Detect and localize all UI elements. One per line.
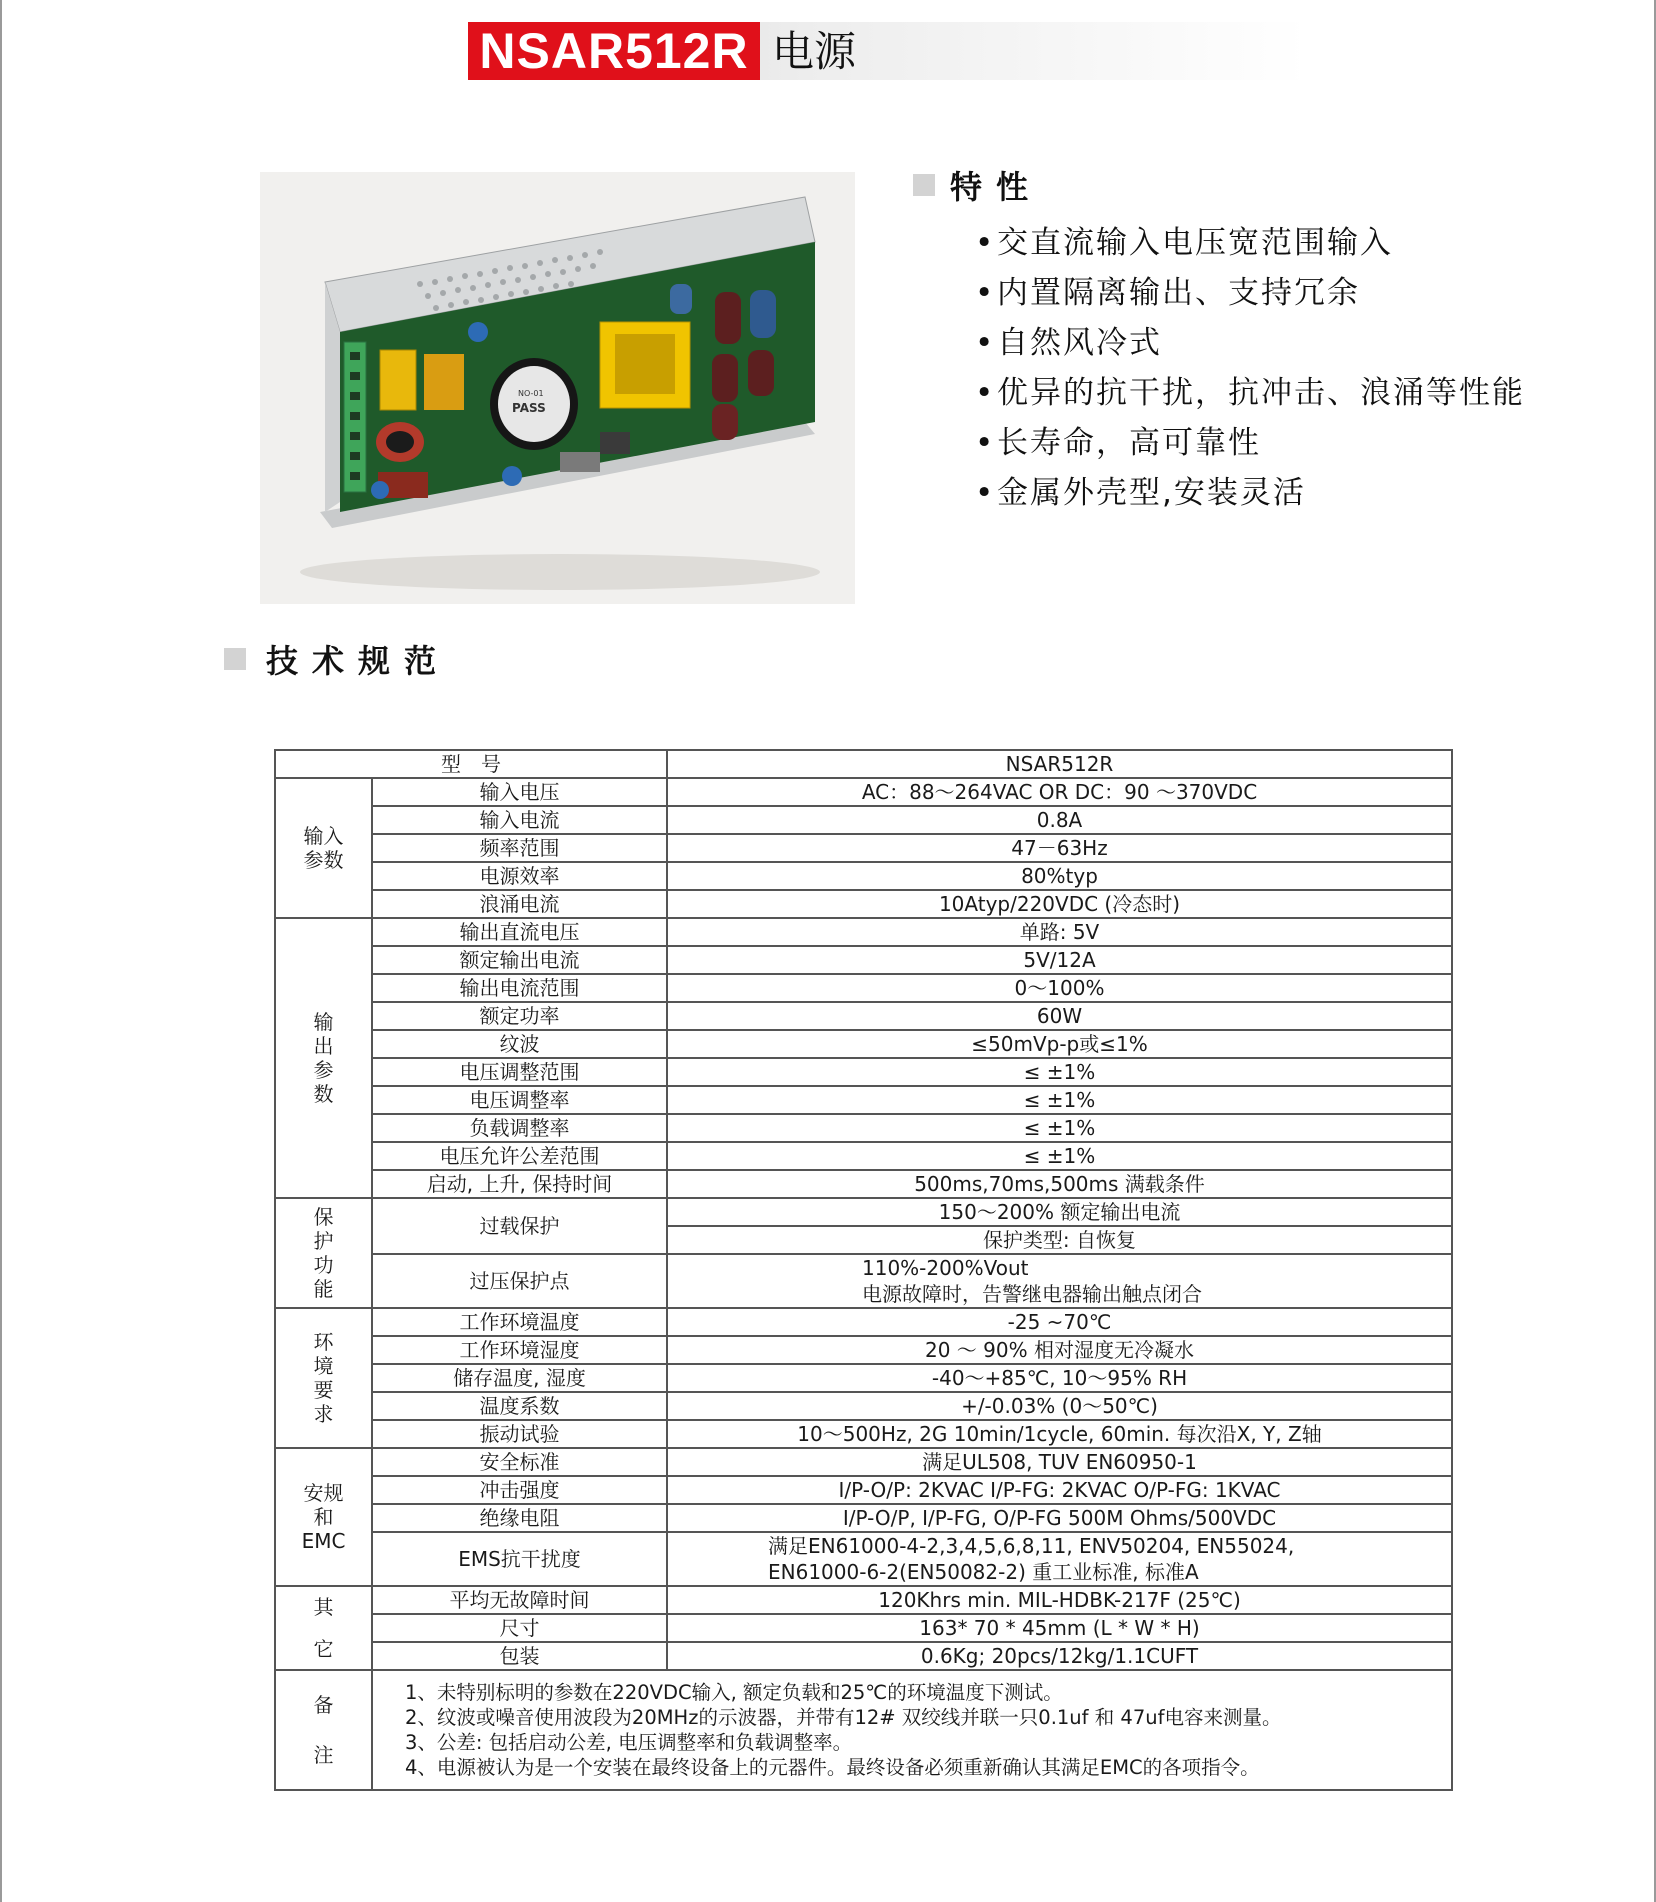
spec-value: -25 ~70℃: [667, 1308, 1452, 1336]
table-row: [275, 1308, 1452, 1336]
spec-label: 输出电流范围: [372, 974, 667, 1002]
table-row: [275, 778, 1452, 806]
table-row: [275, 1058, 1452, 1086]
environment-group-label: 环境要求: [275, 1308, 372, 1448]
table-row: [275, 918, 1452, 946]
feature-item: •长寿命，高可靠性: [975, 425, 1261, 461]
title-suffix: 电源: [772, 27, 857, 76]
spec-label: 额定输出电流: [372, 946, 667, 974]
table-row: [275, 1586, 1452, 1614]
table-row: [275, 1448, 1452, 1476]
spec-label: 电压调整范围: [372, 1058, 667, 1086]
table-row: [275, 862, 1452, 890]
spec-label: 储存温度, 湿度: [372, 1364, 667, 1392]
spec-value: ≤ ±1%: [667, 1058, 1452, 1086]
table-row: [275, 890, 1452, 918]
table-row: [275, 974, 1452, 1002]
table-row: [275, 834, 1452, 862]
table-row: [275, 1114, 1452, 1142]
spec-label: 工作环境湿度: [372, 1336, 667, 1364]
page-border-left: [0, 0, 2, 1902]
spec-label: 电压允许公差范围: [372, 1142, 667, 1170]
safety-group-label: 安规 和 EMC: [275, 1448, 372, 1586]
spec-value: ≤ ±1%: [667, 1142, 1452, 1170]
spec-value: 电源故障时，告警继电器输出触点闭合: [667, 1281, 1452, 1308]
spec-label: 安全标准: [372, 1448, 667, 1476]
features-bullet-square: [913, 174, 935, 196]
table-row: [275, 1532, 1452, 1559]
table-row: [275, 1170, 1452, 1198]
table-row: [275, 1002, 1452, 1030]
note-item: 3、公差: 包括启动公差, 电压调整率和负载调整率。: [405, 1731, 853, 1754]
spec-label: 工作环境温度: [372, 1308, 667, 1336]
spec-label: 温度系数: [372, 1392, 667, 1420]
table-row: [275, 1642, 1452, 1670]
spec-value: 120Khrs min. MIL-HDBK-217F (25℃): [667, 1586, 1452, 1614]
spec-label: EMS抗干扰度: [372, 1532, 667, 1586]
table-row: [275, 1614, 1452, 1642]
spec-value: 60W: [667, 1002, 1452, 1030]
input-group-label: 输入参数: [275, 778, 372, 918]
model-value: NSAR512R: [667, 750, 1452, 778]
spec-label: 频率范围: [372, 834, 667, 862]
spec-label: 输出直流电压: [372, 918, 667, 946]
spec-label: 电压调整率: [372, 1086, 667, 1114]
notes-group-label: 备 注: [275, 1670, 372, 1790]
spec-label: 电源效率: [372, 862, 667, 890]
spec-value: 500ms,70ms,500ms 满载条件: [667, 1170, 1452, 1198]
table-row: [275, 1392, 1452, 1420]
spec-value: 20 ～ 90% 相对湿度无冷凝水: [667, 1336, 1452, 1364]
pass-sticker-label: PASS: [512, 401, 546, 415]
spec-value: AC：88～264VAC OR DC：90 ～370VDC: [667, 778, 1452, 806]
spec-value: 满足UL508, TUV EN60950-1: [667, 1448, 1452, 1476]
table-row: [275, 1030, 1452, 1058]
spec-value: 满足EN61000-4-2,3,4,5,6,8,11, ENV50204, EN55024,: [667, 1532, 1452, 1559]
product-photo: [260, 172, 855, 604]
feature-item: •自然风冷式: [975, 325, 1162, 361]
table-row: [275, 1198, 1452, 1226]
note-item: 4、电源被认为是一个安装在最终设备上的元器件。最终设备必须重新确认其满足EMC的各项指令。: [405, 1756, 1260, 1779]
table-row: [275, 1420, 1452, 1448]
spec-value: EN61000-6-2(EN50082-2) 重工业标准, 标准A: [667, 1559, 1452, 1586]
features-title: 特性: [950, 168, 1043, 206]
pass-sticker-code: NO-01: [518, 389, 544, 398]
spec-label: 输入电压: [372, 778, 667, 806]
specs-title: 技术规范: [266, 642, 451, 680]
spec-value: +/-0.03% (0～50℃): [667, 1392, 1452, 1420]
spec-value: I/P-O/P, I/P-FG, O/P-FG 500M Ohms/500VDC: [667, 1504, 1452, 1532]
table-row: [275, 1476, 1452, 1504]
spec-label: 平均无故障时间: [372, 1586, 667, 1614]
spec-table: [274, 749, 1453, 1791]
table-row: [275, 1670, 1452, 1790]
table-row: [275, 1142, 1452, 1170]
spec-label: 绝缘电阻: [372, 1504, 667, 1532]
table-row: [275, 1086, 1452, 1114]
spec-label: 纹波: [372, 1030, 667, 1058]
spec-value: 110%-200%Vout: [667, 1254, 1452, 1281]
spec-value: 47－63Hz: [667, 834, 1452, 862]
protection-group-label: 保护功能: [275, 1198, 372, 1308]
spec-label: 输入电流: [372, 806, 667, 834]
spec-value: ≤ ±1%: [667, 1086, 1452, 1114]
output-group-label: 输出参数: [275, 918, 372, 1198]
spec-value: 10～500Hz, 2G 10min/1cycle, 60min. 每次沿X, Y, Z轴: [667, 1420, 1452, 1448]
spec-label: 浪涌电流: [372, 890, 667, 918]
feature-item: •内置隔离输出、支持冗余: [975, 275, 1360, 311]
spec-label: 额定功率: [372, 1002, 667, 1030]
note-item: 1、未特别标明的参数在220VDC输入, 额定负载和25℃的环境温度下测试。: [405, 1681, 1063, 1704]
spec-value: 0.8A: [667, 806, 1452, 834]
features-list: [975, 218, 1525, 518]
spec-value: 单路: 5V: [667, 918, 1452, 946]
table-row: [275, 1504, 1452, 1532]
table-row: [275, 946, 1452, 974]
spec-label: 振动试验: [372, 1420, 667, 1448]
spec-label: 过载保护: [372, 1198, 667, 1254]
notes-list: [372, 1670, 1452, 1790]
spec-value: 163* 70 * 45mm (L * W * H): [667, 1614, 1452, 1642]
table-row: [275, 1254, 1452, 1281]
spec-value: 0.6Kg; 20pcs/12kg/1.1CUFT: [667, 1642, 1452, 1670]
other-group-label: 其 它: [275, 1586, 372, 1670]
spec-label: 负载调整率: [372, 1114, 667, 1142]
spec-value: ≤ ±1%: [667, 1114, 1452, 1142]
table-row: [275, 806, 1452, 834]
model-title: NSAR512R: [468, 22, 760, 80]
spec-value: -40～+85℃, 10～95% RH: [667, 1364, 1452, 1392]
spec-label: 冲击强度: [372, 1476, 667, 1504]
spec-value: 10Atyp/220VDC (冷态时): [667, 890, 1452, 918]
spec-label: 过压保护点: [372, 1254, 667, 1308]
spec-value: 保护类型: 自恢复: [667, 1226, 1452, 1254]
table-row: [275, 1336, 1452, 1364]
specs-bullet-square: [224, 648, 246, 670]
spec-value: 5V/12A: [667, 946, 1452, 974]
spec-value: 80%typ: [667, 862, 1452, 890]
spec-value: 150～200% 额定输出电流: [667, 1198, 1452, 1226]
feature-item: •优异的抗干扰，抗冲击、浪涌等性能: [975, 375, 1525, 411]
spec-value: 0～100%: [667, 974, 1452, 1002]
spec-value: I/P-O/P: 2KVAC I/P-FG: 2KVAC O/P-FG: 1KVAC: [667, 1476, 1452, 1504]
table-row: [275, 750, 1452, 778]
feature-item: •金属外壳型,安装灵活: [975, 475, 1306, 511]
spec-label: 包装: [372, 1642, 667, 1670]
feature-item: •交直流输入电压宽范围输入: [975, 225, 1393, 261]
spec-label: 尺寸: [372, 1614, 667, 1642]
note-item: 2、纹波或噪音使用波段为20MHz的示波器，并带有12# 双绞线并联一只0.1uf 和 47uf电容来测量。: [405, 1706, 1282, 1729]
model-label: 型 号: [275, 750, 667, 778]
spec-label: 启动, 上升, 保持时间: [372, 1170, 667, 1198]
spec-value: ≤50mVp-p或≤1%: [667, 1030, 1452, 1058]
table-row: [275, 1364, 1452, 1392]
